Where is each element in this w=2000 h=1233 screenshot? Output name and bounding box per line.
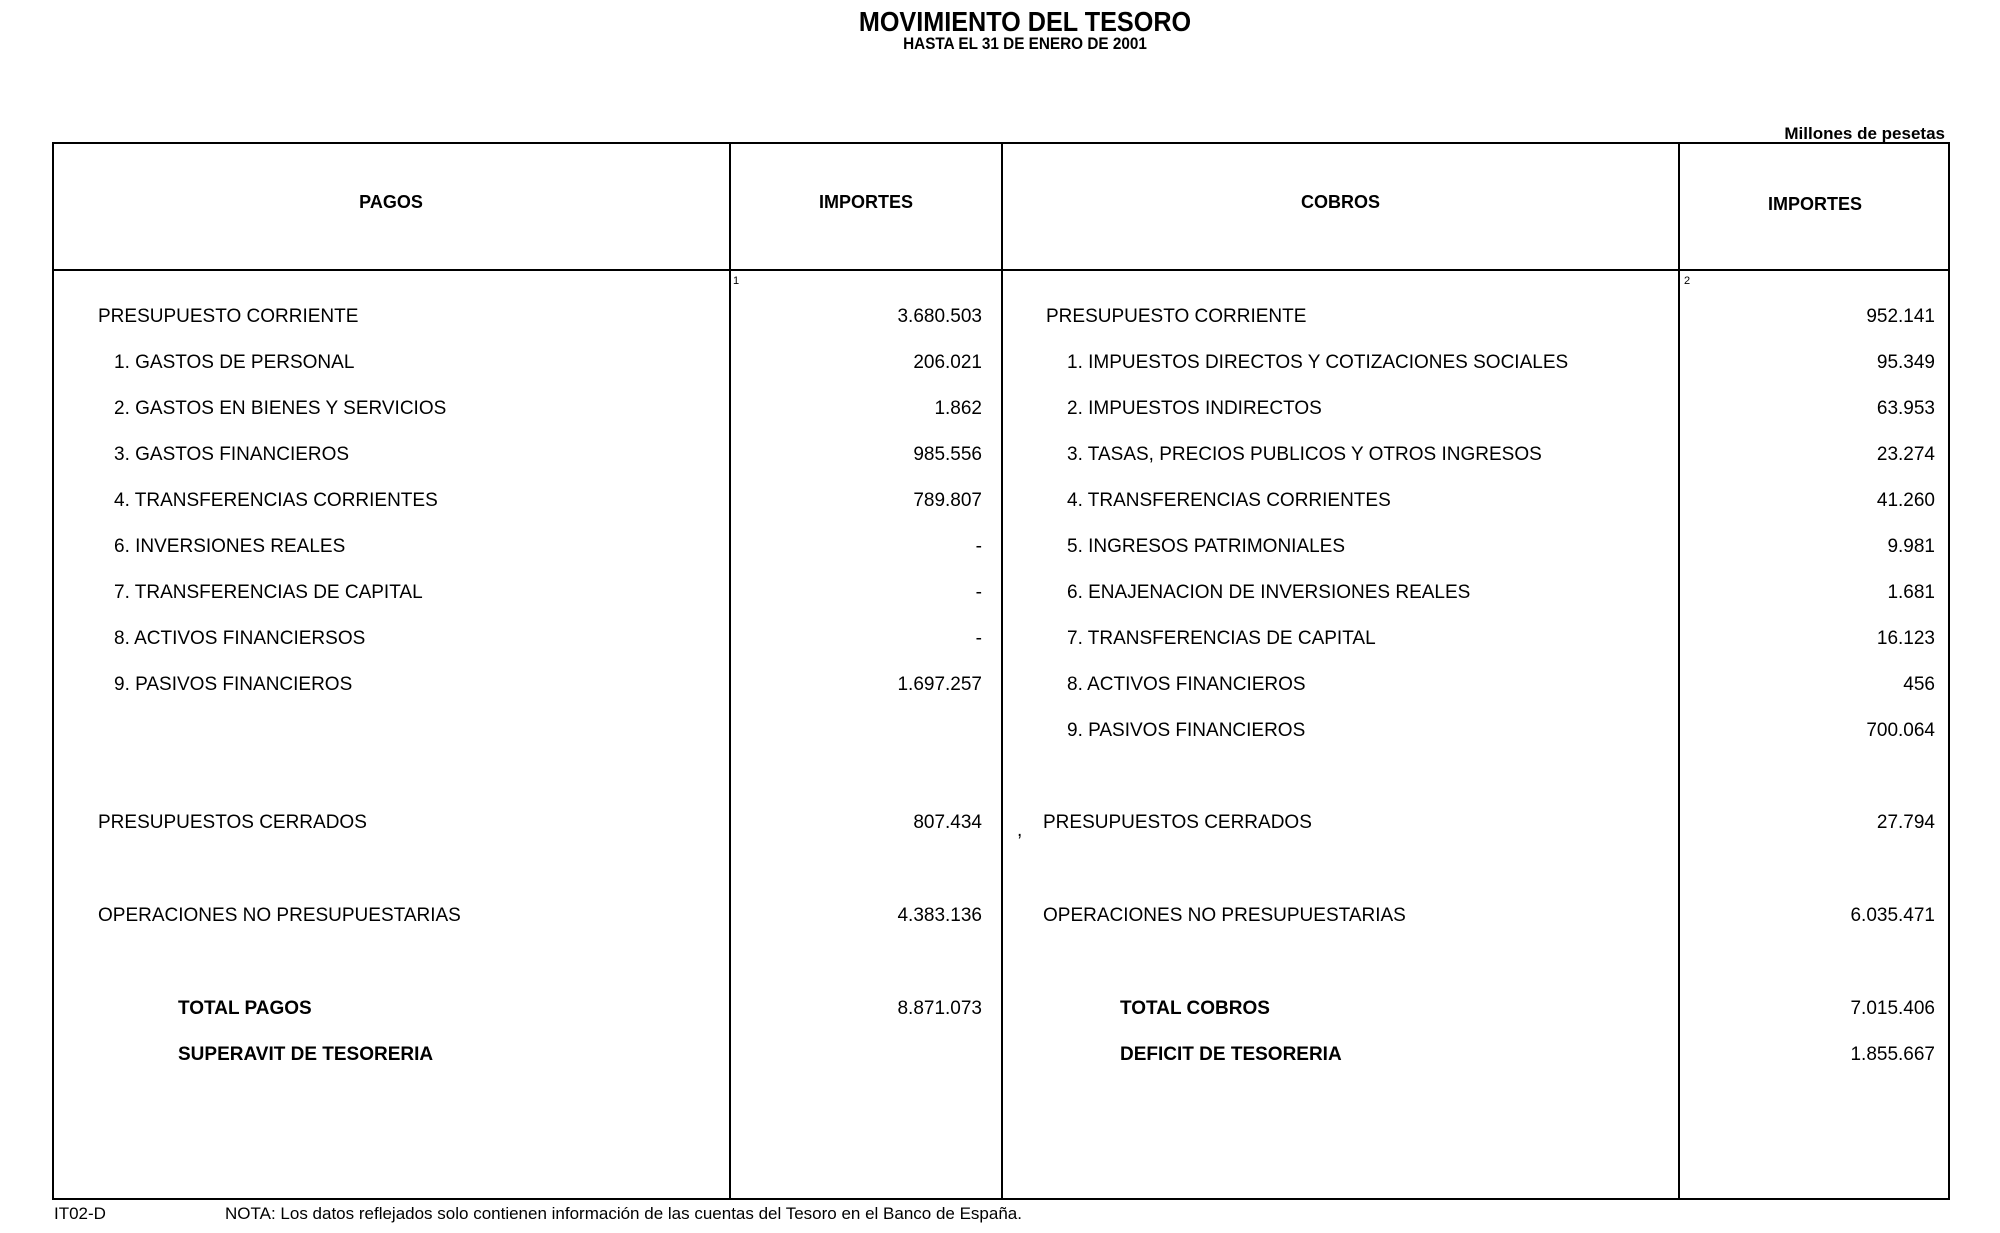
cobro-label: PRESUPUESTOS CERRADOS (1043, 812, 1312, 833)
pago-label: OPERACIONES NO PRESUPUESTARIAS (98, 905, 461, 926)
cobro-amount: 456 (1903, 674, 1935, 695)
footer-code: IT02-D (54, 1204, 106, 1223)
cobro-label: 1. IMPUESTOS DIRECTOS Y COTIZACIONES SOCIALES (1067, 352, 1569, 373)
cobro-amount: 23.274 (1876, 444, 1935, 465)
cobro-amount: 952.141 (1866, 306, 1935, 327)
pago-label: 2. GASTOS EN BIENES Y SERVICIOS (114, 398, 447, 419)
cobro-label: TOTAL COBROS (1120, 998, 1270, 1019)
cobro-label: 9. PASIVOS FINANCIEROS (1067, 720, 1306, 741)
column-divider (729, 142, 731, 1200)
cobro-label: 3. TASAS, PRECIOS PUBLICOS Y OTROS INGRESOS (1067, 444, 1542, 465)
pago-label: SUPERAVIT DE TESORERIA (178, 1044, 434, 1065)
cobro-label: 8. ACTIVOS FINANCIEROS (1067, 674, 1306, 695)
pago-amount: 8.871.073 (897, 998, 982, 1019)
pago-amount: 789.807 (913, 490, 982, 511)
pago-amount: 985.556 (913, 444, 982, 465)
page-title: MOVIMIENTO DEL TESORO (858, 6, 1192, 37)
pago-amount: 4.383.136 (897, 905, 982, 926)
pago-amount: - (975, 628, 982, 649)
pago-label: 7. TRANSFERENCIAS DE CAPITAL (114, 582, 423, 603)
page-subtitle: HASTA EL 31 DE ENERO DE 2001 (903, 34, 1147, 53)
cobro-label: 6. ENAJENACION DE INVERSIONES REALES (1067, 582, 1471, 603)
cobro-amount: 63.953 (1876, 398, 1935, 419)
cobro-amount: 1.681 (1887, 582, 1935, 603)
pago-amount: 1.697.257 (897, 674, 982, 695)
pago-label: 3. GASTOS FINANCIEROS (114, 444, 350, 465)
header-divider (52, 269, 1950, 271)
cobro-amount: 1.855.667 (1850, 1044, 1935, 1065)
cobro-amount: 9.981 (1887, 536, 1935, 557)
footer-note: NOTA: Los datos reflejados solo contienen información de las cuentas del Tesoro en el Banco de España. (225, 1204, 1022, 1223)
cobro-amount: 16.123 (1876, 628, 1935, 649)
pago-amount: 206.021 (913, 352, 982, 373)
cobro-label: 7. TRANSFERENCIAS DE CAPITAL (1067, 628, 1376, 649)
cobro-amount: 95.349 (1876, 352, 1935, 373)
cobro-amount: 6.035.471 (1850, 905, 1935, 926)
column-number-cobros: 2 (1684, 275, 1691, 287)
pago-label: PRESUPUESTO CORRIENTE (98, 306, 359, 327)
header-importes-cobros: IMPORTES (1767, 194, 1862, 214)
cobro-amount: 27.794 (1876, 812, 1935, 833)
column-divider (1001, 142, 1003, 1200)
pago-amount: 3.680.503 (897, 306, 982, 327)
cobro-amount: 7.015.406 (1850, 998, 1935, 1019)
pago-label: 8. ACTIVOS FINANCIERSOS (114, 628, 366, 649)
header-pagos: PAGOS (359, 192, 423, 212)
pago-amount: - (975, 536, 982, 557)
stray-mark: , (1017, 820, 1023, 841)
pago-amount: - (975, 582, 982, 603)
cobro-label: 4. TRANSFERENCIAS CORRIENTES (1067, 490, 1391, 511)
cobro-label: DEFICIT DE TESORERIA (1120, 1044, 1342, 1065)
header-importes-pagos: IMPORTES (818, 192, 913, 212)
pago-label: TOTAL PAGOS (178, 998, 312, 1019)
pago-label: 4. TRANSFERENCIAS CORRIENTES (114, 490, 438, 511)
cobro-label: PRESUPUESTO CORRIENTE (1046, 306, 1307, 327)
cobro-label: 2. IMPUESTOS INDIRECTOS (1067, 398, 1322, 419)
pago-label: 6. INVERSIONES REALES (114, 536, 346, 557)
column-divider (1678, 142, 1680, 1200)
column-number-pagos: 1 (733, 275, 740, 287)
cobro-amount: 41.260 (1876, 490, 1935, 511)
pago-label: PRESUPUESTOS CERRADOS (98, 812, 367, 833)
header-cobros: COBROS (1300, 192, 1380, 212)
pago-label: 9. PASIVOS FINANCIEROS (114, 674, 353, 695)
pago-amount: 1.862 (934, 398, 982, 419)
cobro-label: 5. INGRESOS PATRIMONIALES (1067, 536, 1346, 557)
pago-label: 1. GASTOS DE PERSONAL (114, 352, 355, 373)
cobro-amount: 700.064 (1866, 720, 1935, 741)
pago-amount: 807.434 (913, 812, 982, 833)
cobro-label: OPERACIONES NO PRESUPUESTARIAS (1043, 905, 1406, 926)
units-label: Millones de pesetas (1784, 124, 1945, 143)
